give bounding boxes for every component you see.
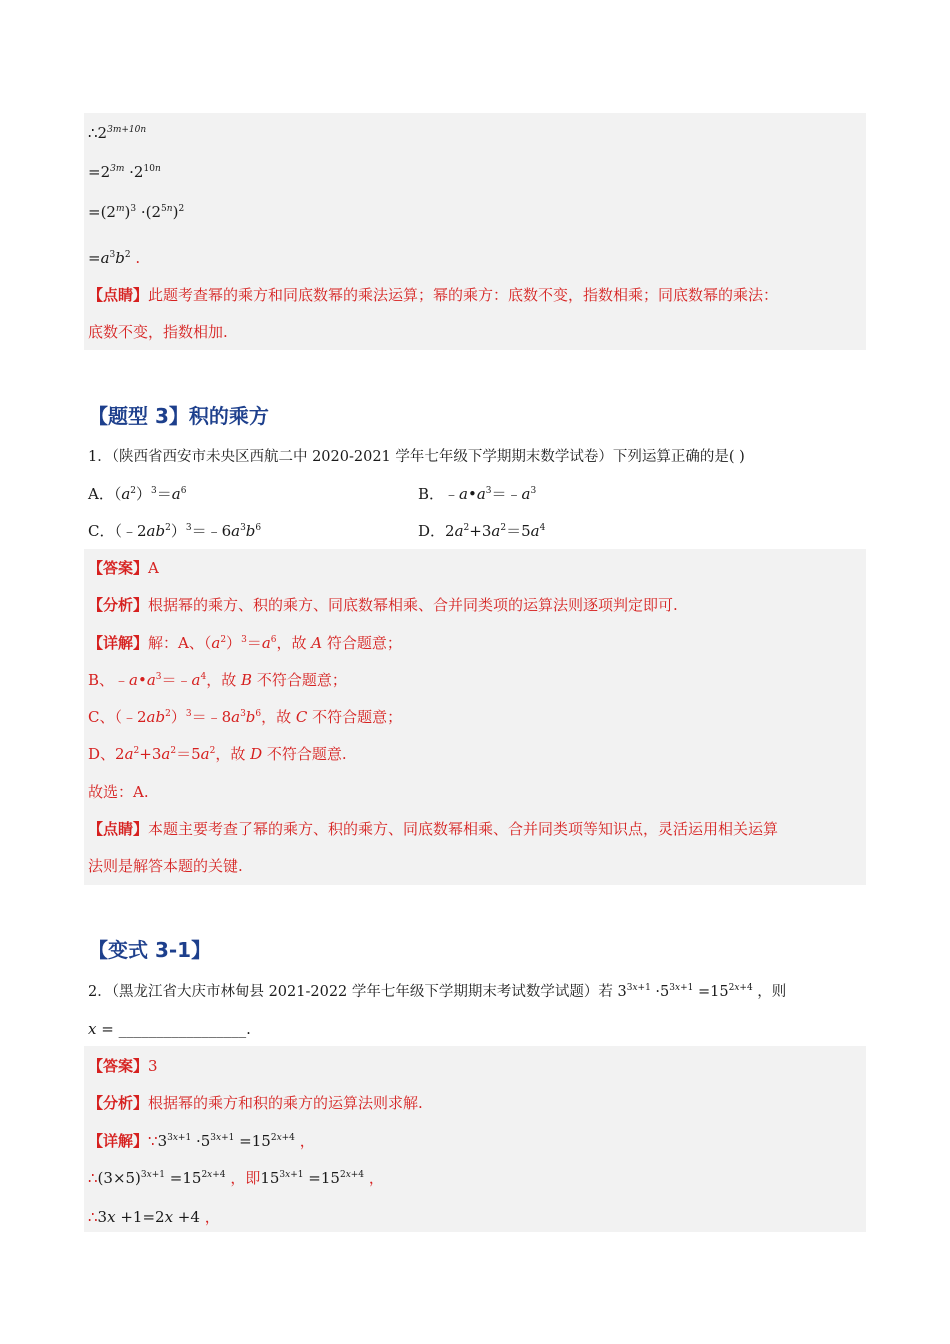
analysis-1: 【分析】根据幂的乘方、积的乘方、同底数幂相乘、合并同类项的运算法则逐项判定即可. — [88, 596, 678, 614]
section-heading-type3: 【题型 3】积的乘方 — [88, 404, 269, 428]
step-4: $=a^3b^2$ . — [88, 249, 141, 267]
answer-1: 【答案】A — [88, 559, 159, 577]
note-line-2: 底数不变，指数相加. — [88, 323, 228, 341]
option-c[interactable]: C．$(﹣2ab^2)^3=﹣6a^3b^6$ — [88, 522, 262, 540]
detail-1-4: D、$2a^2+3a^2=5a^2$，故 D 不符合题意. — [88, 745, 347, 763]
note-1-line-1: 【点睛】本题主要考查了幂的乘方、积的乘方、同底数幂相乘、合并同类项等知识点，灵活运用相关运算 — [88, 820, 779, 838]
detail-2-2: $\therefore(3\times 5)^{3x+1} =15^{2x+4}$ ，即$15^{3x+1} =15^{2x+4}$ ， — [88, 1169, 384, 1187]
detail-1-3: C、$(﹣2ab^2)^3=﹣8a^3b^6$，故 C 不符合题意； — [88, 708, 403, 726]
detail-1-1: 【详解】解：A、$(a^2)^3=a^6$，故 A 符合题意； — [88, 634, 402, 652]
question-1: 1．（陕西省西安市未央区西航二中 2020-2021 学年七年级下学期期末数学试卷）下列运算正确的是( ) — [88, 449, 745, 465]
solution-block-1 — [84, 113, 866, 350]
detail-1-2: B、$﹣a•a^3=﹣a^4$，故 B 不符合题意； — [88, 671, 347, 689]
note-1-line-2: 法则是解答本题的关键. — [88, 857, 243, 875]
step-1: $\therefore 2^{3m+10n}$ — [88, 124, 147, 142]
question-2: 2．（黑龙江省大庆市林甸县 2021-2022 学年七年级下学期期末考试数学试题）若 $3^{3x+1} \cdot 5^{3x+1} =15^{2x+4}$ ，则 — [88, 983, 787, 1000]
analysis-2: 【分析】根据幂的乘方和积的乘方的运算法则求解. — [88, 1094, 423, 1112]
detail-1-5: 故选：A. — [88, 783, 149, 801]
option-b[interactable]: B．$﹣a•a^3=﹣a^3$ — [418, 485, 537, 503]
note-line-1: 【点睛】此题考查幂的乘方和同底数幂的乘法运算；幂的乘方：底数不变，指数相乘；同底数幂的乘法： — [88, 286, 779, 304]
option-d[interactable]: D．$2a^2+3a^2=5a^4$ — [418, 522, 546, 540]
step-3: $=(2^m)^3 \cdot(2^{5n})^2$ — [88, 203, 185, 221]
option-a[interactable]: A．$(a^2)^3=a^6$ — [88, 485, 187, 503]
section-heading-variant31: 【变式 3-1】 — [88, 938, 212, 962]
detail-2-1: 【详解】$\because 3^{3x+1} \cdot 5^{3x+1} =15^{2x+4}$ ， — [88, 1132, 315, 1150]
step-2: $=2^{3m} \cdot 2^{10n}$ — [88, 163, 161, 181]
question-2-blank[interactable]: x = _________________. — [88, 1020, 251, 1038]
detail-2-3: ∴3x +1=2x +4 ， — [88, 1208, 220, 1226]
answer-2: 【答案】3 — [88, 1057, 158, 1075]
